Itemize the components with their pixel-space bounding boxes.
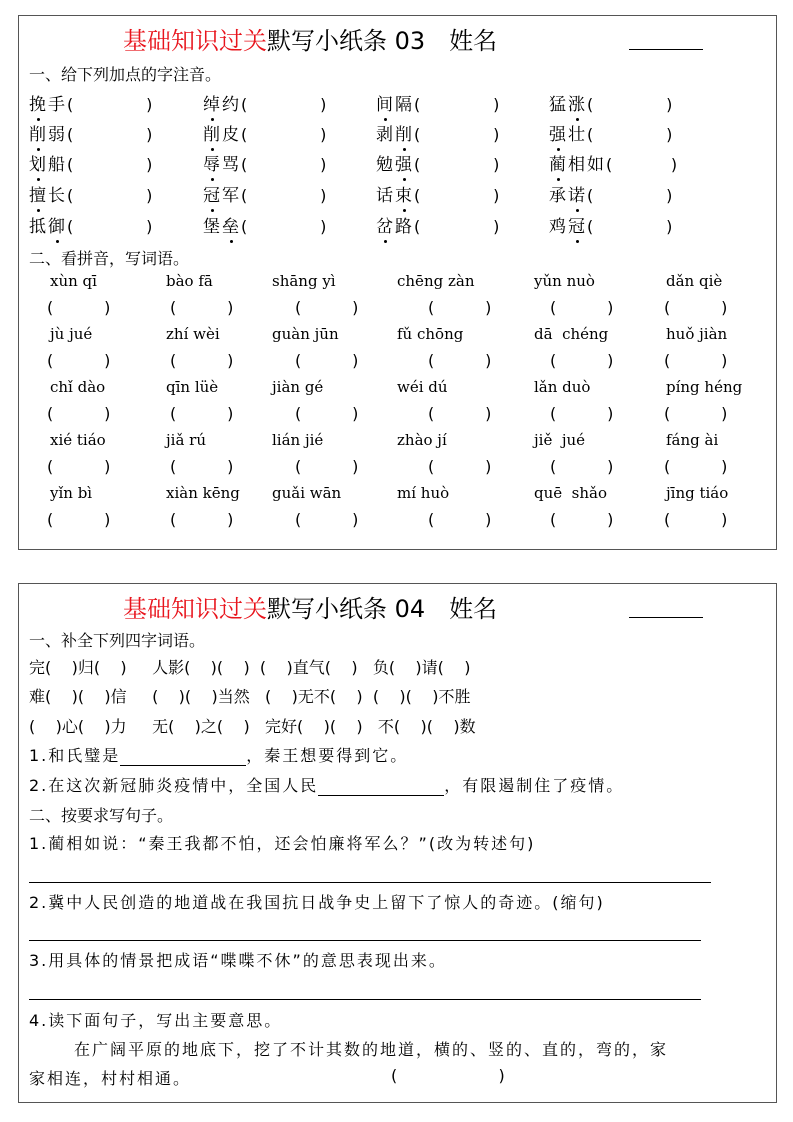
answer-paren[interactable]: ( ) [587, 186, 675, 205]
answer-paren[interactable]: ( ) [170, 457, 234, 476]
word-char: 堡 [203, 217, 222, 237]
answer-paren[interactable]: ( ) [67, 125, 155, 144]
answer-paren[interactable]: ( ) [550, 510, 614, 529]
sentence-task-4: 4.读下面句子，写出主要意思。 [29, 1011, 283, 1030]
emphasis-dot-char: 强 [395, 155, 414, 175]
pinyin-item [29, 120, 154, 145]
answer-paren[interactable]: ( ) [587, 217, 675, 236]
q1-text: 1.和氏璧是 [29, 746, 121, 765]
answer-line[interactable] [29, 940, 701, 941]
word-char: 皮 [222, 125, 241, 145]
pinyin-text: jiě jué [534, 431, 586, 449]
word-char: 船 [48, 155, 67, 175]
answer-paren[interactable]: ( ) [664, 351, 728, 370]
pinyin-item [203, 90, 328, 115]
answer-paren[interactable]: ( ) [295, 457, 359, 476]
answer-paren[interactable]: ( ) [241, 95, 329, 114]
dictation-sheet-03 [18, 15, 777, 550]
emphasis-dot-char: 涨 [568, 95, 587, 115]
answer-paren[interactable]: ( ) [664, 404, 728, 423]
word-char: 相 [568, 155, 587, 175]
title-black: 默写小纸条 03 姓名 [267, 27, 498, 55]
pinyin-item [203, 181, 328, 206]
pinyin-item [376, 150, 501, 175]
answer-paren[interactable]: ( ) [295, 404, 359, 423]
title-red: 基础知识过关 [123, 595, 267, 623]
pinyin-item [29, 212, 154, 237]
answer-paren[interactable]: ( ) [414, 217, 502, 236]
answer-paren[interactable]: ( ) [295, 298, 359, 317]
answer-paren[interactable]: ( ) [664, 457, 728, 476]
pinyin-item [203, 212, 328, 237]
name-blank[interactable] [629, 597, 703, 618]
word-char: 约 [222, 95, 241, 115]
pinyin-text: chǐ dào [50, 378, 106, 396]
emphasis-dot-char: 诺 [568, 186, 587, 206]
emphasis-dot-char: 划 [29, 155, 48, 175]
answer-paren[interactable]: ( ) [550, 457, 614, 476]
word-char: 抵 [29, 217, 48, 237]
pinyin-text: píng héng [666, 378, 743, 396]
pinyin-text: mí huò [397, 484, 450, 502]
answer-paren[interactable]: ( ) [170, 351, 234, 370]
answer-paren[interactable]: ( ) [241, 125, 329, 144]
q2-text: 2.在这次新冠肺炎疫情中，全国人民 [29, 776, 319, 795]
answer-paren[interactable]: ( ) [67, 186, 155, 205]
answer-paren[interactable]: ( ) [550, 351, 614, 370]
pinyin-item [29, 90, 154, 115]
word-char: 壮 [568, 125, 587, 145]
pinyin-item [376, 90, 501, 115]
emphasis-dot-char: 束 [395, 186, 414, 206]
pinyin-text: lǎn duò [534, 378, 591, 396]
answer-paren[interactable]: ( ) [414, 155, 502, 174]
answer-paren[interactable]: ( ) [241, 217, 329, 236]
word-char: 猛 [549, 95, 568, 115]
sentence-task-1: 1.蔺相如说：“秦王我都不怕，还会怕廉将军么？”(改为转述句) [29, 834, 536, 853]
pinyin-text: jiǎ rú [166, 431, 206, 449]
pinyin-text: qīn lüè [166, 378, 219, 396]
pinyin-item [203, 150, 328, 175]
pinyin-item [29, 150, 154, 175]
emphasis-dot-char: 间 [376, 95, 395, 115]
pinyin-text: zhí wèi [166, 325, 220, 343]
section-heading: 二、看拼音，写词语。 [29, 249, 190, 268]
emphasis-dot-char: 冠 [203, 186, 222, 206]
q2-blank[interactable] [318, 777, 444, 796]
pinyin-text: dǎn qiè [666, 272, 723, 290]
pinyin-item [376, 181, 501, 206]
pinyin-text: bào fā [166, 272, 213, 290]
pinyin-text: chēng zàn [397, 272, 475, 290]
title-red: 基础知识过关 [123, 27, 267, 55]
idiom-row: 难( )( )信 ( )( )当然 ( )无不( ) ( )( )不胜 [29, 687, 471, 706]
sheet-title [123, 589, 497, 624]
answer-paren[interactable]: ( ) [241, 186, 329, 205]
pinyin-item [376, 212, 501, 237]
emphasis-dot-char: 蔺 [549, 155, 568, 175]
answer-line[interactable] [29, 882, 711, 883]
word-char: 如 [587, 155, 606, 175]
pinyin-item [549, 120, 674, 145]
section-heading: 一、补全下列四字词语。 [29, 631, 206, 650]
idiom-row: 完( )归( ) 人影( )( ) ( )直气( ) 负( )请( ) [29, 658, 471, 677]
emphasis-dot-char: 强 [549, 125, 568, 145]
pinyin-item [549, 150, 679, 175]
word-char: 隔 [395, 95, 414, 115]
answer-paren[interactable]: ( ) [587, 95, 675, 114]
fill-question-1 [29, 743, 408, 766]
word-char: 弱 [48, 125, 67, 145]
emphasis-dot-char: 辱 [203, 155, 222, 175]
emphasis-dot-char: 冠 [568, 217, 587, 237]
pinyin-text: fǔ chōng [397, 325, 464, 343]
name-blank[interactable] [629, 29, 703, 50]
emphasis-dot-char: 垒 [222, 217, 241, 237]
passage-line-2: 家相连，村村相通。 [29, 1069, 192, 1088]
answer-paren[interactable]: ( ) [428, 404, 492, 423]
answer-paren[interactable]: ( ) [587, 125, 675, 144]
emphasis-dot-char: 削 [29, 125, 48, 145]
q2-text-after: ，有限遏制住了疫情。 [444, 776, 625, 795]
answer-paren[interactable]: ( ) [414, 186, 502, 205]
pinyin-text: shāng yì [272, 272, 336, 290]
emphasis-dot-char: 削 [203, 125, 222, 145]
pinyin-text: jiàn gé [272, 378, 324, 396]
answer-paren[interactable]: ( ) [664, 510, 728, 529]
answer-paren[interactable]: ( ) [67, 155, 155, 174]
pinyin-text: lián jié [272, 431, 324, 449]
pinyin-text: yǔn nuò [534, 272, 595, 290]
answer-paren[interactable]: ( ) [47, 457, 111, 476]
word-char: 路 [395, 217, 414, 237]
emphasis-dot-char: 御 [48, 217, 67, 237]
answer-paren[interactable]: ( ) [428, 510, 492, 529]
section-heading: 二、按要求写句子。 [29, 806, 174, 825]
sheet-title [123, 21, 497, 56]
pinyin-text: guǎi wān [272, 484, 342, 502]
answer-paren[interactable]: ( ) [170, 510, 234, 529]
word-char: 长 [48, 186, 67, 206]
answer-paren[interactable]: ( ) [414, 125, 502, 144]
idiom-row: ( )心( )力 无( )之( ) 完好( )( ) 不( )( )数 [29, 717, 476, 736]
pinyin-text: jù jué [50, 325, 93, 343]
answer-paren[interactable]: ( ) [428, 298, 492, 317]
pinyin-text: xùn qī [50, 272, 97, 290]
pinyin-text: quē shǎo [534, 484, 608, 502]
answer-paren[interactable]: ( ) [67, 217, 155, 236]
answer-paren[interactable]: ( ) [391, 1066, 507, 1085]
sentence-task-3: 3.用具体的情景把成语“喋喋不休”的意思表现出来。 [29, 951, 447, 970]
emphasis-dot-char: 岔 [376, 217, 395, 237]
pinyin-text: jīng tiáo [666, 484, 729, 502]
answer-paren[interactable]: ( ) [170, 298, 234, 317]
q1-text-after: ，秦王想要得到它。 [246, 746, 409, 765]
answer-paren[interactable]: ( ) [47, 404, 111, 423]
word-char: 勉 [376, 155, 395, 175]
emphasis-dot-char: 擅 [29, 186, 48, 206]
answer-paren[interactable]: ( ) [295, 510, 359, 529]
pinyin-text: yǐn bì [50, 484, 93, 502]
pinyin-text: xiàn kēng [166, 484, 240, 502]
answer-paren[interactable]: ( ) [550, 298, 614, 317]
answer-paren[interactable]: ( ) [47, 510, 111, 529]
pinyin-text: zhào jí [397, 431, 447, 449]
answer-paren[interactable]: ( ) [47, 298, 111, 317]
answer-paren[interactable]: ( ) [550, 404, 614, 423]
pinyin-text: xié tiáo [50, 431, 106, 449]
word-char: 话 [376, 186, 395, 206]
emphasis-dot-char: 削 [395, 125, 414, 145]
pinyin-item [549, 181, 674, 206]
pinyin-item [29, 181, 154, 206]
word-char: 鸡 [549, 217, 568, 237]
pinyin-item [376, 120, 501, 145]
word-char: 骂 [222, 155, 241, 175]
word-char: 手 [48, 95, 67, 115]
emphasis-dot-char: 绰 [203, 95, 222, 115]
pinyin-text: huǒ jiàn [666, 325, 728, 343]
answer-paren[interactable]: ( ) [170, 404, 234, 423]
pinyin-item [549, 90, 674, 115]
word-char: 承 [549, 186, 568, 206]
pinyin-text: dā chéng [534, 325, 609, 343]
answer-paren[interactable]: ( ) [241, 155, 329, 174]
answer-paren[interactable]: ( ) [295, 351, 359, 370]
q1-blank[interactable] [120, 747, 246, 766]
sentence-task-2: 2.冀中人民创造的地道战在我国抗日战争史上留下了惊人的奇迹。(缩句) [29, 893, 605, 912]
passage-line-1: 在广阔平原的地底下，挖了不计其数的地道，横的、竖的、直的，弯的，家 [74, 1040, 669, 1059]
emphasis-dot-char: 挽 [29, 95, 48, 115]
answer-paren[interactable]: ( ) [606, 155, 680, 174]
answer-paren[interactable]: ( ) [67, 95, 155, 114]
section-heading: 一、给下列加点的字注音。 [29, 65, 222, 84]
pinyin-text: fáng ài [666, 431, 719, 449]
dictation-sheet-04 [18, 583, 777, 1103]
pinyin-text: guàn jūn [272, 325, 339, 343]
fill-question-2 [29, 773, 624, 796]
word-char: 剥 [376, 125, 395, 145]
pinyin-text: wéi dú [397, 378, 448, 396]
answer-paren[interactable]: ( ) [428, 351, 492, 370]
answer-paren[interactable]: ( ) [47, 351, 111, 370]
answer-paren[interactable]: ( ) [664, 298, 728, 317]
word-char: 军 [222, 186, 241, 206]
pinyin-item [203, 120, 328, 145]
answer-line[interactable] [29, 999, 701, 1000]
answer-paren[interactable]: ( ) [414, 95, 502, 114]
answer-paren[interactable]: ( ) [428, 457, 492, 476]
pinyin-item [549, 212, 674, 237]
title-black: 默写小纸条 04 姓名 [267, 595, 498, 623]
